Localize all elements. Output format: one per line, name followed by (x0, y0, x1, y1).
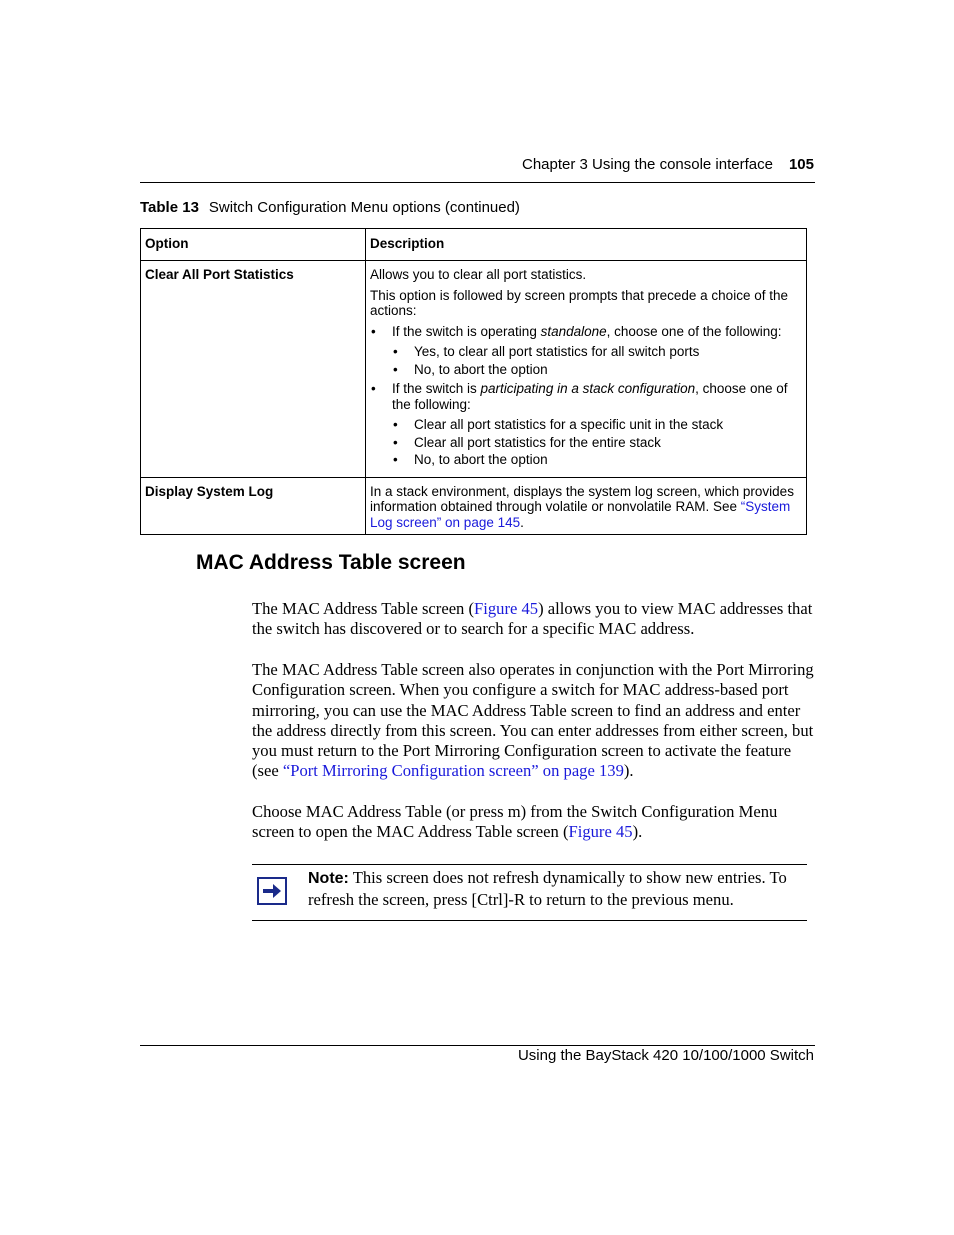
paragraph-text: ). (623, 761, 634, 781)
paragraph-text: The MAC Address Table screen also operates in conjunction with the Port Mirroring Configuration screen. When you configure a switch for MAC address-based port mirroring, you can use the MAC Address Table screen to find an address and enter the address directly from this screen. You can enter addresses from either screen, but you must return to the Port Mirroring Configuration screen to activate the feature (see (252, 660, 814, 781)
body-paragraph (252, 599, 814, 640)
note-body: This screen does not refresh dynamically to show new entries. To refresh the screen, press [Ctrl]-R to return to the previous menu. (308, 868, 787, 909)
note-label: Note: (308, 870, 349, 887)
list-item-emphasis: standalone (540, 323, 607, 339)
running-header (522, 156, 814, 173)
list-item: • Yes, to clear all port statistics for all switch ports (414, 344, 802, 360)
paragraph-text: ) allows you to view MAC addresses that the switch has discovered or to search for a specific MAC address. (252, 599, 813, 639)
bullet-list (370, 324, 802, 468)
table-row (141, 261, 807, 478)
column-header-option: Option (141, 229, 366, 261)
table-caption-text: Switch Configuration Menu options (continued) (208, 199, 520, 216)
list-item: • No, to abort the option (414, 362, 802, 378)
page-number: 105 (788, 156, 814, 173)
list-item-text: If the switch is (392, 381, 481, 396)
paragraph-text: The MAC Address Table screen ( (252, 599, 475, 618)
description-cell (366, 477, 807, 535)
list-item: • Clear all port statistics for the entire stack (414, 435, 802, 451)
list-item: • No, to abort the option (414, 452, 802, 468)
table-label: Table 13 (140, 199, 199, 216)
option-cell: Display System Log (141, 477, 366, 535)
description-text: In a stack environment, displays the system log screen, which provides information obtained through volatile or nonvolatile RAM. See (370, 483, 794, 514)
list-item-emphasis: participating in a stack configuration (480, 381, 696, 396)
table-header-row (141, 229, 807, 261)
body-paragraph (252, 660, 814, 782)
section-title: MAC Address Table screen (196, 551, 466, 574)
port-mirroring-link[interactable]: “Port Mirroring Configuration screen” on page 139 (282, 761, 624, 781)
column-header-description: Description (366, 229, 807, 261)
list-item (392, 324, 802, 378)
note-text (308, 867, 808, 910)
list-item-text: , choose one of the following: (392, 381, 788, 412)
body-paragraph (252, 802, 814, 843)
list-item-text: , choose one of the following: (606, 323, 782, 339)
paragraph-text: ). (632, 822, 643, 842)
description-paragraph: This option is followed by screen prompts that precede a choice of the actions: (370, 287, 788, 318)
chapter-title: Chapter 3 Using the console interface (521, 156, 773, 173)
description-text: . (520, 514, 524, 530)
note-top-rule (252, 864, 807, 865)
figure-link[interactable]: Figure 45 (474, 599, 539, 618)
description-cell (366, 261, 807, 478)
footer-rule (140, 1045, 815, 1046)
system-log-link[interactable]: “System Log screen” on page 145 (370, 499, 791, 530)
table-row (141, 477, 807, 535)
note-bottom-rule (252, 920, 807, 921)
list-item (392, 381, 802, 468)
list-item: • Clear all port statistics for a specific unit in the stack (414, 417, 802, 433)
list-item-text: If the switch is operating (392, 323, 541, 339)
sub-bullet-list (392, 417, 802, 468)
table-caption (140, 199, 520, 216)
header-rule (140, 182, 815, 183)
figure-link[interactable]: Figure 45 (568, 822, 633, 842)
arrow-right-icon (257, 877, 287, 905)
option-cell: Clear All Port Statistics (141, 261, 366, 478)
options-table (140, 228, 807, 535)
running-footer: Using the BayStack 420 10/100/1000 Switch (517, 1047, 814, 1064)
paragraph-text: Choose MAC Address Table (or press m) from the Switch Configuration Menu screen to open the MAC Address Table screen ( (252, 802, 778, 842)
description-paragraph: Allows you to clear all port statistics. (370, 267, 587, 282)
sub-bullet-list (392, 344, 802, 377)
